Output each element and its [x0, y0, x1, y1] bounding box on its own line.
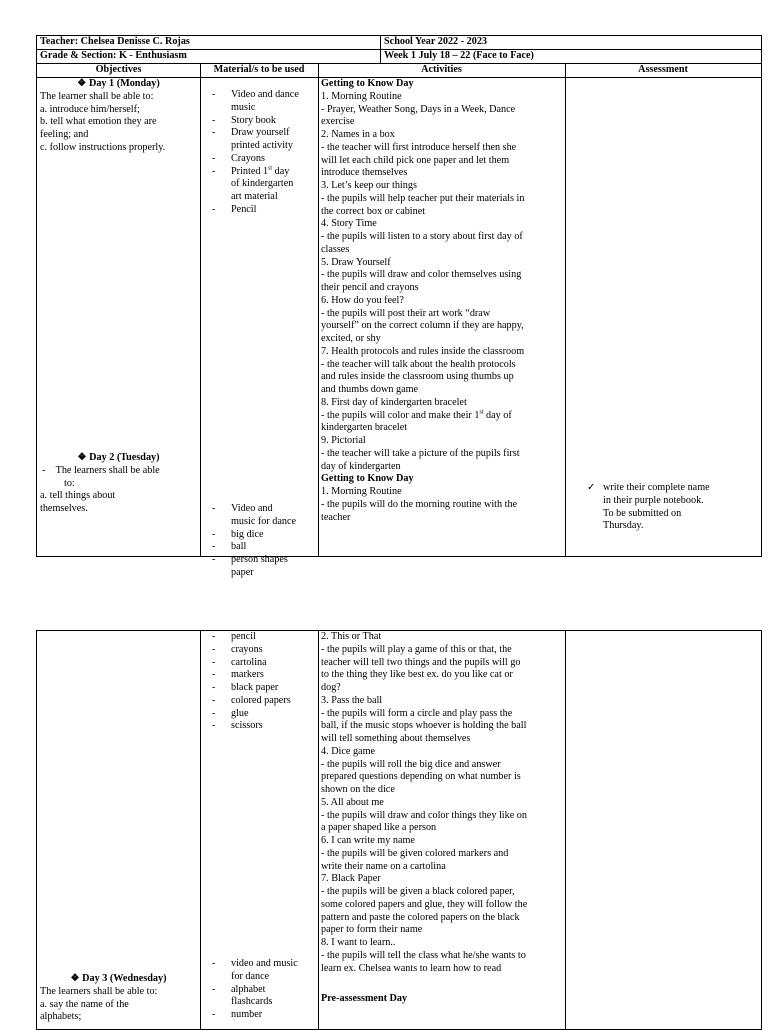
activity-line: - the pupils will be given colored markers and	[321, 847, 509, 859]
objective-line: alphabets;	[40, 1011, 82, 1023]
activity-line: - the teacher will take a picture of the pupils first	[321, 447, 520, 459]
material-item: - markers	[212, 669, 264, 681]
day2-materials	[200, 503, 318, 578]
activity-line: introduce themselves	[321, 167, 408, 179]
material-item: - Story book	[212, 114, 276, 126]
activity-line: prepared questions depending on what number is	[321, 771, 521, 783]
activity-line: classes	[321, 243, 350, 255]
activity-line: write their name on a cartolina	[321, 860, 446, 872]
material-item: - Video and music for dance	[212, 503, 297, 527]
activity-line: 4. Dice game	[321, 745, 376, 757]
material-item: - Pencil	[212, 203, 257, 215]
assessment-line: To be submitted on	[603, 507, 682, 519]
activity-line: day of kindergarten	[321, 460, 401, 472]
activity-line: 8. I want to learn..	[321, 937, 396, 948]
activity-line: 2. Names in a box	[321, 129, 395, 140]
teacher-name: Teacher: Chelsea Denisse C. Rojas	[40, 36, 190, 47]
activity-line: - the pupils will form a circle and play pass the	[321, 707, 513, 719]
activity-line: - the pupils will help teacher put their materials in	[321, 192, 525, 204]
day2-objectives	[37, 452, 200, 556]
activity-line: 5. All about me	[321, 796, 384, 808]
activity-line: and thumbs down game	[321, 384, 419, 395]
activity-line: 6. I can write my name	[321, 835, 415, 846]
day3-materials	[200, 958, 318, 1029]
material-item: - video and music for dance	[212, 958, 298, 982]
checkmark-icon: ✓	[587, 482, 596, 493]
activity-line: excited, or shy	[321, 333, 381, 344]
activity-line: 1. Morning Routine	[321, 90, 402, 102]
day3-title: ❖ Day 3 (Wednesday)	[70, 973, 167, 984]
school-year: School Year 2022 - 2023	[384, 36, 488, 47]
material-item: - ball	[212, 541, 247, 553]
activity-line: - the pupils will color and make their 1st day of	[321, 409, 512, 421]
activity-line: will let each child pick one paper and let them	[321, 154, 510, 166]
col-activities: Activities	[421, 64, 462, 75]
activity-line: 7. Health protocols and rules inside the classroom	[321, 345, 525, 357]
activity-line: teacher will tell two things and the pupils will go	[321, 656, 521, 668]
activity-line: 4. Story Time	[321, 218, 377, 230]
objective-line: themselves.	[40, 503, 88, 514]
activity-line: exercise	[321, 116, 355, 128]
header-row-2	[37, 50, 761, 64]
lesson-plan-table-page-1	[36, 35, 762, 578]
activity-line: - the pupils will tell the class what he/she wants to	[321, 949, 526, 961]
material-item: - scissors	[212, 720, 263, 732]
activity-line: paper to form their name	[321, 924, 423, 936]
objective-line: - The learners shall be able	[42, 464, 160, 476]
activity-line: - the pupils will listen to a story about first day of	[321, 231, 523, 242]
activity-line: yourself” on the correct column if they are happy,	[321, 320, 524, 332]
activity-line: - the pupils will do the morning routine with the	[321, 498, 518, 510]
activity-line: their pencil and crayons	[321, 282, 419, 293]
col-objectives: Objectives	[95, 64, 142, 75]
objective-line: a. tell things about	[40, 490, 116, 502]
material-item: - Printed 1st day of kindergarten art material	[212, 165, 294, 202]
material-item: - person shapes paper	[212, 554, 288, 578]
material-item: - crayons	[212, 643, 263, 655]
col-assessment: Assessment	[638, 64, 688, 75]
material-item: - Crayons	[212, 152, 265, 164]
objective-line: c. follow instructions properly.	[40, 141, 166, 153]
activity-line: will tell something about themselves	[321, 733, 471, 744]
activity-line: - the teacher will first introduce herself then she	[321, 141, 517, 153]
day2-assessment	[565, 482, 761, 556]
activity-line: pattern and paste the colored papers on the black	[321, 911, 520, 923]
material-item: - Draw yourself printed activity	[212, 127, 293, 151]
activity-line: - the pupils will post their art work “draw	[321, 307, 491, 319]
material-item: - big dice	[212, 528, 264, 540]
activity-line: ball, if the music stops whoever is holding the ball	[321, 720, 527, 732]
material-item: - black paper	[212, 682, 279, 693]
activity-line: teacher	[321, 511, 351, 523]
activity-line: - the teacher will talk about the health protocols	[321, 358, 516, 370]
activity-line: 6. How do you feel?	[321, 294, 404, 306]
activity-line: 1. Morning Routine	[321, 486, 402, 497]
activity-line: - the pupils will be given a black colored paper,	[321, 886, 515, 897]
activity-line: 8. First day of kindergarten bracelet	[321, 396, 467, 408]
diamond-bullet-icon: ❖	[70, 973, 80, 984]
lesson-plan-table-page-2	[36, 630, 762, 1030]
objective-line: a. say the name of the	[40, 998, 129, 1010]
objective-line: a. introduce him/herself;	[40, 103, 140, 115]
diamond-bullet-icon: ❖	[77, 452, 87, 463]
header-row-1	[37, 36, 761, 50]
activity-line: 5. Draw Yourself	[321, 256, 391, 268]
day1-materials	[200, 89, 318, 556]
activity-line: some colored papers and glue, they will follow the	[321, 898, 528, 910]
activity-heading: Getting to Know Day	[321, 473, 414, 485]
objective-line: b. tell what emotion they are	[40, 116, 157, 128]
activity-line: 3. Pass the ball	[321, 694, 383, 706]
day3-objectives	[37, 973, 200, 1029]
day2-title: ❖ Day 2 (Tuesday)	[77, 452, 160, 463]
diamond-bullet-icon: ❖	[77, 78, 87, 89]
activity-line: - the pupils will roll the big dice and answer	[321, 758, 501, 770]
objective-line: feeling; and	[40, 129, 89, 140]
activity-line: - the pupils will draw and color themselves using	[321, 269, 522, 281]
activity-line: - Prayer, Weather Song, Days in a Week, Dance	[321, 103, 516, 115]
grade-section: Grade & Section: K - Enthusiasm	[40, 50, 187, 61]
material-item: - number	[212, 1009, 263, 1020]
material-item: - glue	[212, 707, 249, 719]
objective-line: to:	[64, 477, 75, 489]
assessment-line: in their purple notebook.	[603, 494, 704, 506]
activity-line: - the pupils will play a game of this or that, the	[321, 643, 512, 655]
objective-line: The learners shall be able to:	[40, 985, 158, 997]
activity-line: 2. This or That	[321, 631, 382, 642]
activity-line: kindergarten bracelet	[321, 422, 408, 434]
activity-line: 9. Pictorial	[321, 435, 366, 446]
activities-column-continued	[318, 631, 565, 1029]
material-item: - cartolina	[212, 656, 267, 668]
material-item: - colored papers	[212, 694, 291, 706]
assessment-line: Thursday.	[603, 520, 644, 532]
activity-line: - the pupils will draw and color things they like on	[321, 809, 527, 821]
week-label: Week 1 July 18 – 22 (Face to Face)	[384, 50, 534, 61]
activity-line: 3. Let’s keep our things	[321, 180, 417, 191]
activity-line: learn ex. Chelsea wants to learn how to read	[321, 962, 502, 974]
column-header-row	[37, 64, 761, 78]
material-item: - Video and dance music	[212, 89, 299, 113]
material-item: - pencil	[212, 631, 256, 642]
activity-heading: Pre-assessment Day	[321, 993, 408, 1005]
objective-line: The learner shall be able to:	[40, 90, 154, 102]
activity-line: 7. Black Paper	[321, 873, 381, 885]
activity-line: a paper shaped like a person	[321, 822, 437, 834]
activity-line: to the thing they like best ex. do you like cat or	[321, 669, 513, 681]
col-materials: Material/s to be used	[213, 64, 305, 75]
activities-column	[318, 78, 565, 556]
activity-line: the correct box or cabinet	[321, 205, 426, 217]
activity-heading: Getting to Know Day	[321, 78, 414, 89]
day1-title: ❖ Day 1 (Monday)	[77, 78, 160, 89]
assessment-line: write their complete name	[603, 482, 710, 493]
material-item: - alphabet flashcards	[212, 983, 273, 1008]
activity-line: and rules inside the classroom using thumbs up	[321, 371, 514, 383]
activity-line: shown on the dice	[321, 784, 395, 795]
activity-line: dog?	[321, 682, 341, 693]
